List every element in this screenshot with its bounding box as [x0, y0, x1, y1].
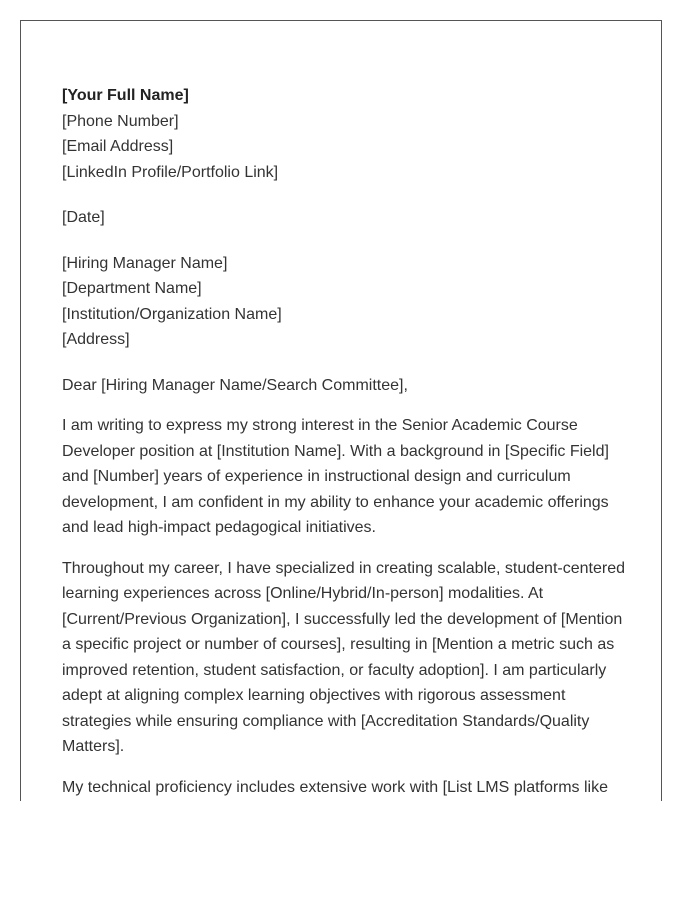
cover-letter	[62, 83, 627, 800]
recipient-institution: [Institution/Organization Name]	[62, 305, 282, 323]
recipient-block	[62, 251, 627, 353]
recipient-address: [Address]	[62, 331, 130, 348]
sender-phone: [Phone Number]	[62, 112, 179, 130]
recipient-hiring-manager: [Hiring Manager Name]	[62, 254, 228, 272]
sender-block	[62, 83, 627, 185]
sender-full-name: [Your Full Name]	[62, 87, 189, 104]
sender-linkedin: [LinkedIn Profile/Portfolio Link]	[62, 163, 279, 181]
paragraph-experience: Throughout my career, I have specialized in creating scalable, student-centered learning experiences across [Online/Hybrid/In-person] modalities. At [Current/Previous Organization], I successfully led the development of [Mention a specific project or number of courses], resulting in [Mention a metric such as improved retention, student satisfaction, or faculty adoption]. I am particularly adept at aligning complex learning objectives with rigorous assessment strategies while ensuring compliance with [Accreditation Standards/Quality Matters].	[62, 559, 625, 755]
document-page	[20, 20, 662, 801]
letter-date: [Date]	[62, 209, 105, 226]
paragraph-intro: I am writing to express my strong interest in the Senior Academic Course Developer position at [Institution Name]. With a background in [Specific Field] and [Number] years of experience in instructional design and curriculum development, I am confident in my ability to enhance your academic offerings and lead high-impact pedagogical initiatives.	[62, 417, 609, 536]
paragraph-technical: My technical proficiency includes extensive work with [List LMS platforms like	[62, 778, 608, 796]
recipient-department: [Department Name]	[62, 280, 202, 297]
sender-email: [Email Address]	[62, 138, 174, 155]
salutation: Dear [Hiring Manager Name/Search Committee],	[62, 376, 408, 394]
